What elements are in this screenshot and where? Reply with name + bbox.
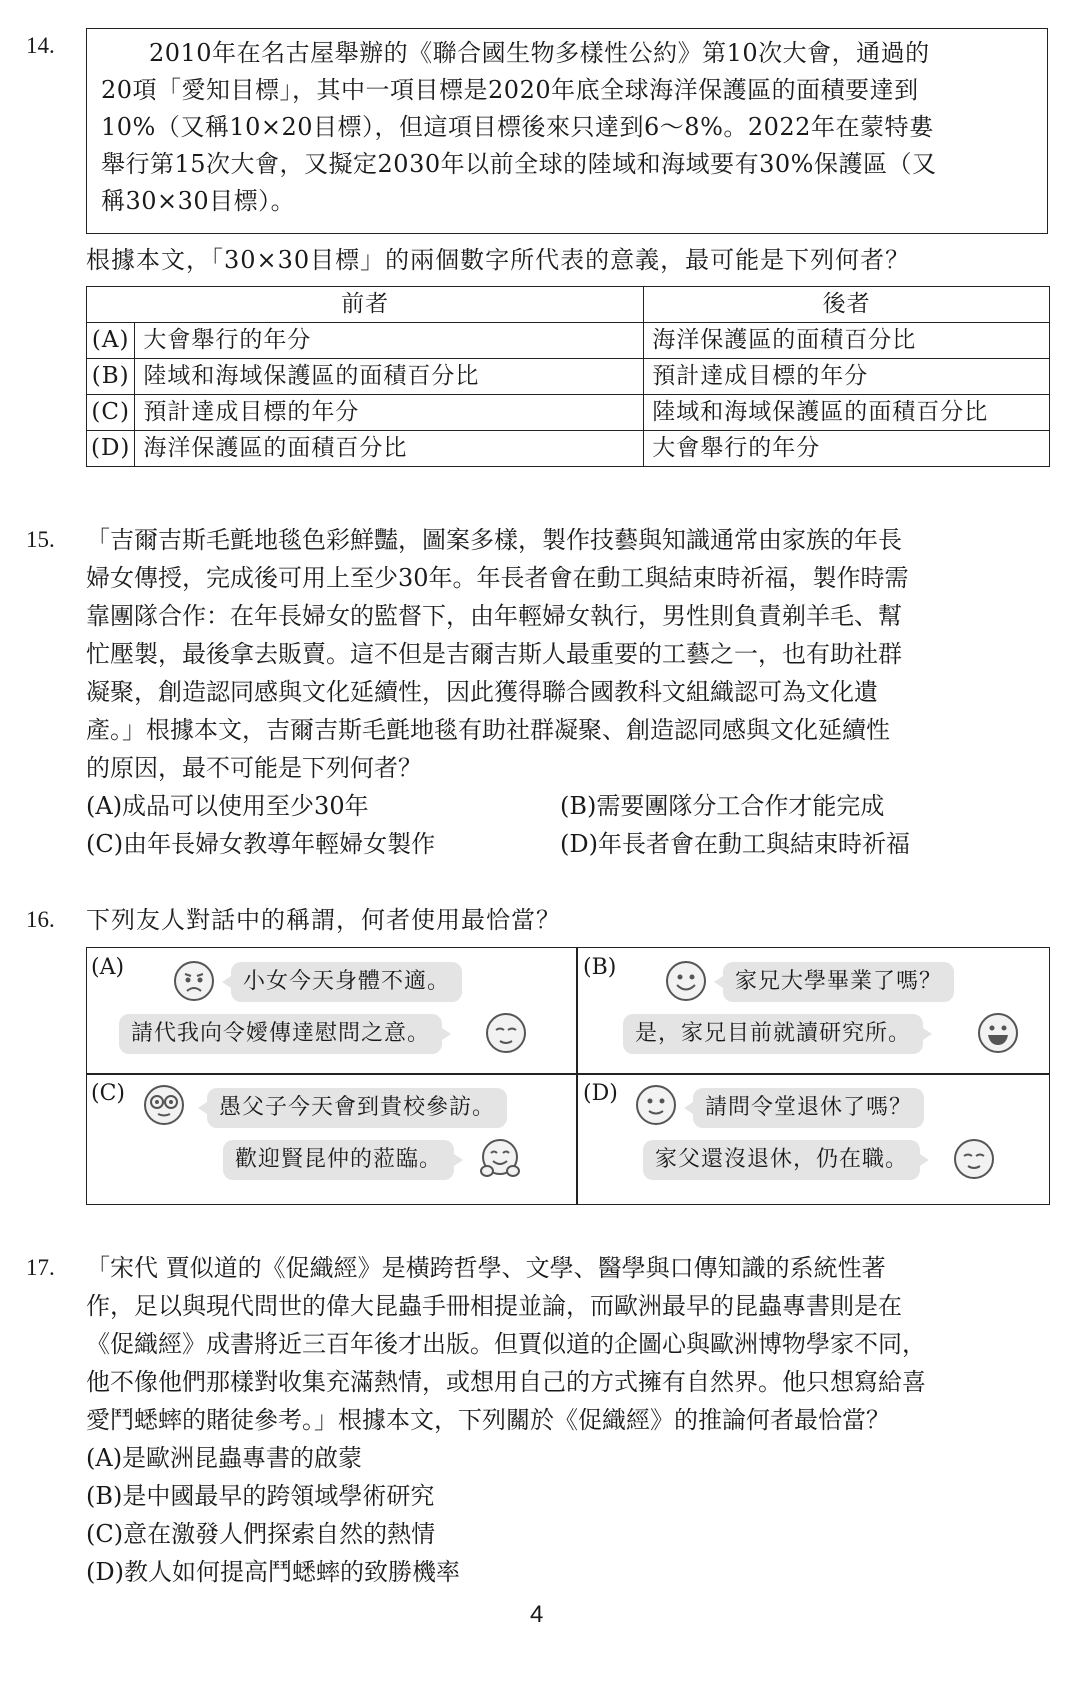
q14-passage-line-3: 10%（又稱10×20目標），但這項目標後來只達到6～8%。2022年在蒙特婁 <box>101 113 934 141</box>
q17-option-d[interactable]: (D)教人如何提高鬥蟋蟀的致勝機率 <box>86 1558 460 1586</box>
q16-b-bubble-2: 是，家兄目前就讀研究所。 <box>623 1014 923 1054</box>
q17-option-c[interactable]: (C)意在激發人們探索自然的熱情 <box>86 1520 436 1548</box>
relieved-face-icon <box>485 1012 527 1054</box>
option-first: 大會舉行的年分 <box>135 323 644 359</box>
q14-passage-box <box>86 28 1048 234</box>
option-key: (B) <box>87 359 135 395</box>
nerd-face-icon <box>143 1084 185 1126</box>
option-first: 海洋保護區的面積百分比 <box>135 431 644 467</box>
q14-passage-line-4: 舉行第15次大會，又擬定2030年以前全球的陸域和海域要有30%保護區（又 <box>101 150 937 178</box>
q15-line-3: 靠團隊合作：在年長婦女的監督下，由年輕婦女執行，男性則負責剃羊毛、幫 <box>86 602 902 630</box>
question-number-15: 15. <box>26 527 55 552</box>
q15-line-2: 婦女傳授，完成後可用上至少30年。年長者會在動工與結束時祈福，製作時需 <box>86 564 909 592</box>
q17-option-b[interactable]: (B)是中國最早的跨領域學術研究 <box>86 1482 435 1510</box>
question-number-14: 14. <box>26 33 55 58</box>
q16-option-a-key[interactable]: (A) <box>91 955 125 980</box>
q17-line-5: 愛鬥蟋蟀的賭徒參考。」根據本文，下列關於《促織經》的推論何者最恰當？ <box>86 1406 890 1434</box>
q15-option-c[interactable]: (C)由年長婦女教導年輕婦女製作 <box>86 830 436 858</box>
grinning-face-icon <box>977 1012 1019 1054</box>
table-row[interactable] <box>87 359 1050 395</box>
q15-option-b[interactable]: (B)需要團隊分工合作才能完成 <box>560 792 885 820</box>
q14-passage-line-2: 20項「愛知目標」，其中一項目標是2020年底全球海洋保護區的面積要達到 <box>101 76 919 104</box>
q15-option-a[interactable]: (A)成品可以使用至少30年 <box>86 792 369 820</box>
smiling-face-icon <box>665 960 707 1002</box>
q15-line-5: 凝聚，創造認同感與文化延續性，因此獲得聯合國教科文組織認可為文化遺 <box>86 678 878 706</box>
q14-passage-line-1: 2010年在名古屋舉辦的《聯合國生物多樣性公約》第10次大會，通過的 <box>149 39 930 67</box>
option-second: 大會舉行的年分 <box>644 431 1050 467</box>
slightly-smiling-face-icon <box>635 1084 677 1126</box>
question-number-17: 17. <box>26 1255 55 1280</box>
option-second: 預計達成目標的年分 <box>644 359 1050 395</box>
q15-option-d[interactable]: (D)年長者會在動工與結束時祈福 <box>560 830 910 858</box>
q17-option-a[interactable]: (A)是歐洲昆蟲專書的啟蒙 <box>86 1444 363 1472</box>
q16-a-bubble-2: 請代我向令嬡傳達慰問之意。 <box>119 1014 442 1054</box>
table-row[interactable] <box>87 323 1050 359</box>
header-first: 前者 <box>87 287 644 323</box>
q16-option-d-key[interactable]: (D) <box>583 1081 618 1106</box>
q16-question: 下列友人對話中的稱謂，何者使用最恰當？ <box>86 906 561 934</box>
option-first: 陸域和海域保護區的面積百分比 <box>135 359 644 395</box>
q17-line-4: 他不像他們那樣對收集充滿熱情，或想用自己的方式擁有自然界。他只想寫給喜 <box>86 1368 926 1396</box>
q17-line-3: 《促織經》成書將近三百年後才出版。但賈似道的企圖心與歐洲博物學家不同， <box>86 1330 926 1358</box>
option-key: (A) <box>87 323 135 359</box>
q16-b-bubble-1: 家兄大學畢業了嗎？ <box>723 962 954 1002</box>
q15-line-1: 「吉爾吉斯毛氈地毯色彩鮮豔，圖案多樣，製作技藝與知識通常由家族的年長 <box>86 526 902 554</box>
table-row[interactable] <box>87 395 1050 431</box>
option-key: (D) <box>87 431 135 467</box>
q17-line-1: 「宋代 賈似道的《促織經》是橫跨哲學、文學、醫學與口傳知識的系統性著 <box>86 1254 886 1282</box>
q15-line-6: 產。」根據本文，吉爾吉斯毛氈地毯有助社群凝聚、創造認同感與文化延續性 <box>86 716 890 744</box>
option-second: 海洋保護區的面積百分比 <box>644 323 1050 359</box>
q16-a-bubble-1: 小女今天身體不適。 <box>231 962 462 1002</box>
worried-face-icon <box>173 960 215 1002</box>
q16-option-b-key[interactable]: (B) <box>583 955 617 980</box>
q15-line-4: 忙壓製，最後拿去販賣。這不但是吉爾吉斯人最重要的工藝之一，也有助社群 <box>86 640 902 668</box>
q16-d-bubble-2: 家父還沒退休，仍在職。 <box>643 1140 920 1180</box>
table-row[interactable] <box>87 431 1050 467</box>
header-second: 後者 <box>644 287 1050 323</box>
option-first: 預計達成目標的年分 <box>135 395 644 431</box>
q16-d-bubble-1: 請問令堂退休了嗎？ <box>693 1088 924 1128</box>
table-header-row <box>87 287 1050 323</box>
q16-dialogue-grid <box>86 947 1050 1205</box>
q16-c-bubble-1: 愚父子今天會到貴校參訪。 <box>207 1088 507 1128</box>
grid-divider <box>87 1073 1049 1075</box>
q15-line-7: 的原因，最不可能是下列何者？ <box>86 754 422 782</box>
question-number-16: 16. <box>26 907 55 932</box>
q16-option-c-key[interactable]: (C) <box>91 1081 125 1106</box>
q14-passage-line-5: 稱30×30目標）。 <box>101 187 296 215</box>
q14-question: 根據本文，「30×30目標」的兩個數字所代表的意義，最可能是下列何者？ <box>86 246 911 274</box>
option-second: 陸域和海域保護區的面積百分比 <box>644 395 1050 431</box>
page-number: 4 <box>530 1601 544 1628</box>
hugging-face-icon <box>479 1138 521 1180</box>
q17-line-2: 作，足以與現代問世的偉大昆蟲手冊相提並論，而歐洲最早的昆蟲專書則是在 <box>86 1292 902 1320</box>
q14-options-table <box>86 286 1050 467</box>
q16-c-bubble-2: 歡迎賢昆仲的蒞臨。 <box>223 1140 454 1180</box>
grid-divider <box>576 948 578 1204</box>
relieved-face-icon <box>953 1138 995 1180</box>
option-key: (C) <box>87 395 135 431</box>
